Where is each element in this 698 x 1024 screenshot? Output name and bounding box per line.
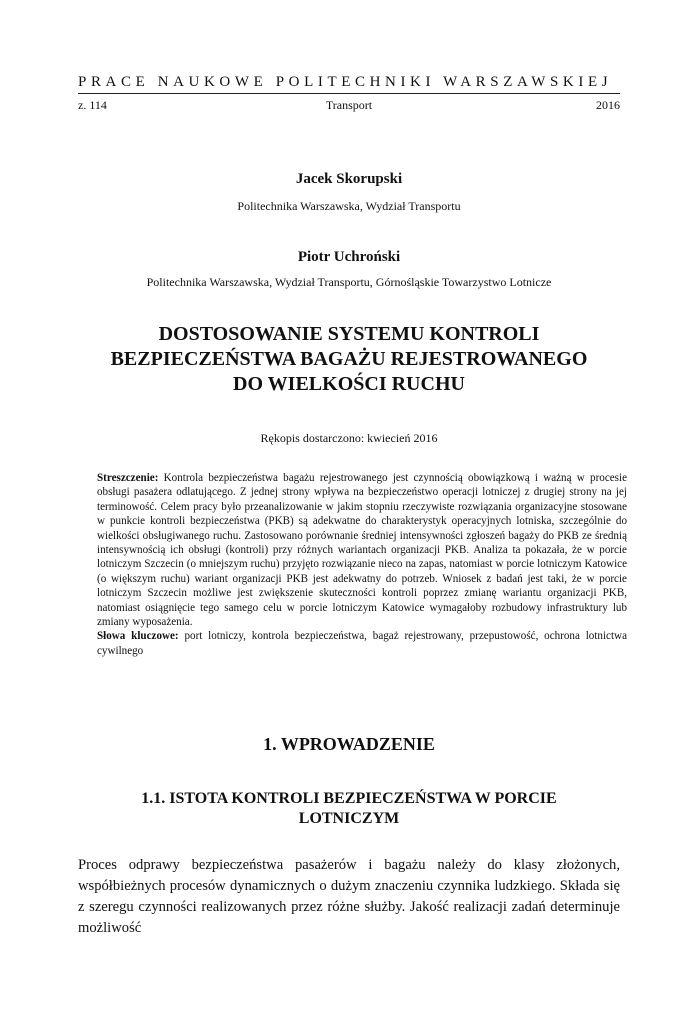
keywords-text: port lotniczy, kontrola bezpieczeństwa, bagaż rejestrowany, przepustowość, ochrona lotnictwa cywilnego: [97, 630, 627, 657]
author-name: Piotr Uchroński: [297, 249, 401, 265]
author-name: Jacek Skorupski: [295, 171, 403, 187]
body-text: [78, 855, 620, 939]
subsection-heading-line-2: LOTNICZYM: [298, 810, 400, 827]
abstract-text: Kontrola bezpieczeństwa bagażu rejestrowanego jest czynnością obowiązkową i ważną w procesie obsługi pasażera odlatującego. Z jednej strony wpływa na bezpieczeństwo operacji lotniczej z drugiej strony na jej terminowość. Celem pracy było przeanalizowanie w jakim stopniu rzeczywiste rozwiązania organizacyjne stosowane w punkcie kontroli bezpieczeństwa (PKB) są adekwatne do charakterystyk operacyjnych lotniska, szczególnie do wielkości obsługiwanego ruchu. Zastosowano porównanie średniej intensywności zgłoszeń bagaży do PKB ze średnią intensywnością ich obsługi (kontroli) przy różnych wariantach organizacji PKB. Analiza ta pokazała, że w porcie lotniczym Szczecin (o mniejszym ruchu) przyjęto rozwiązanie nieco na zapas, natomiast w porcie lotniczym Katowice (o większym ruchu) wariant organizacji PKB jest adekwatny do potrzeb. Wniosek z badań jest taki, że w porcie lotniczym Szczecin możliwe jest zwiększenie skuteczności kontroli poprzez zmianę wariantu organizacji PKB, natomiast osiągnięcie tego samego celu w porcie lotniczym Katowice wymagałoby rozbudowy infrastruktury lub zmiany wyposażenia.: [97, 472, 627, 629]
publication-year: 2016: [596, 98, 620, 112]
abstract-label: Streszczenie:: [97, 472, 159, 484]
section-heading: 1. WPROWADZENIE: [263, 734, 435, 754]
journal-meta-row: [78, 97, 620, 113]
journal-series: Transport: [325, 98, 373, 112]
paper-title: [60, 322, 638, 397]
paper-title-line-1: DOSTOSOWANIE SYSTEMU KONTROLI: [158, 323, 540, 345]
body-paragraph: Proces odprawy bezpieczeństwa pasażerów i bagażu należy do klasy złożonych, współbieżnych procesów dynamicznych o dużym znaczeniu czynnika ludzkiego. Składa się z szeregu czynności realizowanych przez różne służby. Jakość realizacji zadań determinuje możliwość: [78, 857, 620, 936]
author-affiliation: Politechnika Warszawska, Wydział Transportu, Górnośląskie Towarzystwo Lotnicze: [146, 275, 552, 289]
paper-title-line-3: DO WIELKOŚCI RUCHU: [233, 373, 465, 395]
author-affiliation-block-2: [60, 274, 638, 290]
section-heading-block: [60, 733, 638, 755]
author-affiliation-block-1: [60, 198, 638, 214]
volume-number: z. 114: [78, 98, 107, 112]
author-block-2: [60, 248, 638, 266]
subsection-heading-block: [60, 789, 638, 829]
keywords-paragraph: [97, 629, 627, 658]
abstract: [97, 471, 627, 658]
author-affiliation: Politechnika Warszawska, Wydział Transportu: [237, 199, 461, 213]
journal-title: PRACE NAUKOWE POLITECHNIKI WARSZAWSKIEJ: [78, 74, 613, 90]
abstract-paragraph: [97, 471, 627, 629]
received-date: Rękopis dostarczono: kwiecień 2016: [260, 431, 438, 445]
subsection-heading-line-1: 1.1. ISTOTA KONTROLI BEZPIECZEŃSTWA W PORCIE: [141, 790, 557, 807]
header-rule: [78, 93, 620, 94]
author-block-1: [60, 170, 638, 188]
paper-title-line-2: BEZPIECZEŃSTWA BAGAŻU REJESTROWANEGO: [110, 348, 588, 370]
keywords-label: Słowa kluczowe:: [97, 630, 179, 643]
received-date-block: [60, 430, 638, 446]
